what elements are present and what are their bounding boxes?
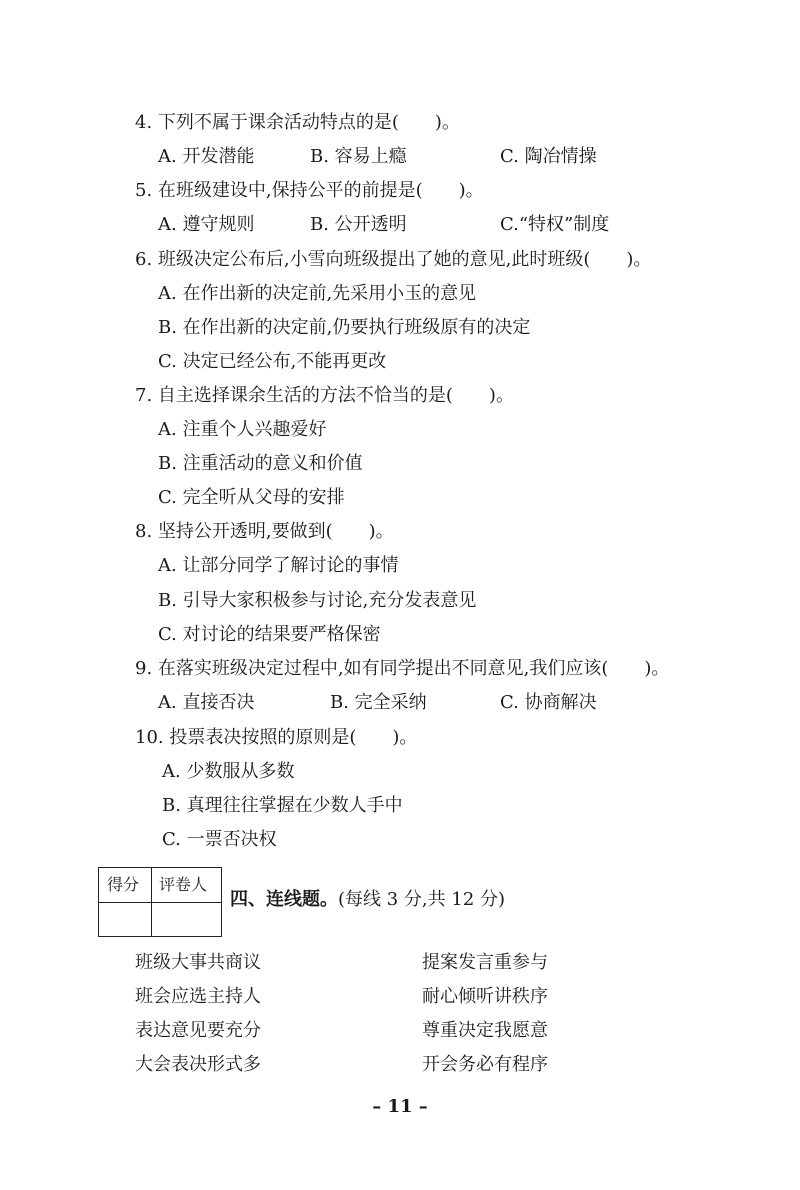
question-6-option-b: B. 在作出新的决定前,仍要执行班级原有的决定 [158,317,531,338]
question-10-option-c: C. 一票否决权 [162,829,277,850]
match-right-item-1: 提案发言重参与 [422,952,548,973]
question-7-option-a: A. 注重个人兴趣爱好 [158,419,327,440]
question-5-option-c: C.“特权”制度 [500,214,610,235]
match-right-item-3: 尊重决定我愿意 [422,1020,548,1041]
section-title: 四、连线题。 [230,889,338,910]
question-5-stem: 5. 在班级建设中,保持公平的前提是( )。 [135,180,484,201]
match-right-item-4: 开会务必有程序 [422,1054,548,1075]
question-5-option-b: B. 公开透明 [310,214,407,235]
match-left-item-1: 班级大事共商议 [135,952,261,973]
grader-label: 评卷人 [159,875,208,894]
question-6-option-a: A. 在作出新的决定前,先采用小玉的意见 [158,283,477,304]
match-left-item-3: 表达意见要充分 [135,1020,261,1041]
question-7-stem: 7. 自主选择课余生活的方法不恰当的是( )。 [135,385,514,406]
page-number: – 11 – [372,1096,428,1117]
question-7-option-b: B. 注重活动的意义和价值 [158,453,363,474]
question-9-option-c: C. 协商解决 [500,692,597,713]
section-note: (每线 3 分,共 12 分) [338,889,506,910]
question-6-option-c: C. 决定已经公布,不能再更改 [158,351,387,372]
match-right-item-2: 耐心倾听讲秩序 [422,986,548,1007]
score-box [98,867,222,937]
score-box-divider-horizontal [99,902,221,903]
question-4-stem: 4. 下列不属于课余活动特点的是( )。 [135,112,460,133]
question-8-option-b: B. 引导大家积极参与讨论,充分发表意见 [158,590,477,611]
score-label: 得分 [107,875,140,894]
question-8-stem: 8. 坚持公开透明,要做到( )。 [135,521,394,542]
question-8-option-c: C. 对讨论的结果要严格保密 [158,624,381,645]
question-9-stem: 9. 在落实班级决定过程中,如有同学提出不同意见,我们应该( )。 [135,658,670,679]
question-6-stem: 6. 班级决定公布后,小雪向班级提出了她的意见,此时班级( )。 [135,249,652,270]
question-4-option-c: C. 陶冶情操 [500,146,597,167]
question-9-option-b: B. 完全采纳 [330,692,427,713]
question-10-option-b: B. 真理往往掌握在少数人手中 [162,795,403,816]
match-left-item-2: 班会应选主持人 [135,986,261,1007]
question-9-option-a: A. 直接否决 [158,692,255,713]
question-7-option-c: C. 完全听从父母的安排 [158,487,345,508]
section-heading [230,889,505,911]
score-box-divider-vertical [151,868,152,936]
question-5-option-a: A. 遵守规则 [158,214,255,235]
question-4-option-b: B. 容易上瘾 [310,146,407,167]
question-4-option-a: A. 开发潜能 [158,146,255,167]
question-8-option-a: A. 让部分同学了解讨论的事情 [158,555,399,576]
question-10-option-a: A. 少数服从多数 [162,761,295,782]
match-left-item-4: 大会表决形式多 [135,1054,261,1075]
question-10-stem: 10. 投票表决按照的原则是( )。 [135,727,418,748]
